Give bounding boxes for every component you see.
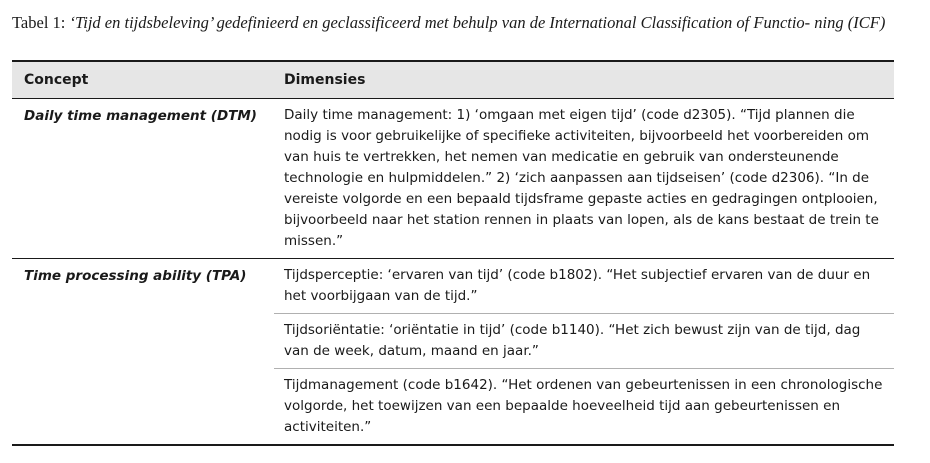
header-dimensions: Dimensies [284, 72, 366, 88]
caption-label: Tabel 1: [12, 13, 70, 32]
header-concept: Concept [24, 72, 89, 88]
caption-text: gedefinieerd en geclassificeerd met behulp van de International Classification of Functio- ning (ICF) [212, 13, 886, 32]
table-row [12, 259, 894, 444]
table-header [12, 62, 894, 99]
table-row [12, 99, 894, 259]
dimension-cell: Tijdmanagement (code b1642). “Het ordenen van gebeurtenissen in een chronologische volgorde, het toewijzen van een bepaalde hoeveelheid tijd aan gebeurtenissen en activiteiten.” [284, 377, 883, 435]
table-caption [12, 12, 917, 33]
dimension-group [274, 259, 894, 444]
dimension-cell: Tijdsoriëntatie: ‘oriëntatie in tijd’ (code b1140). “Het zich bewust zijn van de tijd, dag van de week, datum, maand en jaar.” [274, 314, 894, 369]
caption-title: ‘Tijd en tijdsbeleving’ [69, 13, 213, 32]
icf-table [12, 60, 894, 446]
dimension-cell: Daily time management: 1) ‘omgaan met eigen tijd’ (code d2305). “Tijd plannen die nodig is voor gebruikelijke of specifieke activiteiten, bijvoorbeeld het voorbereiden om van huis te vertrekken, het nemen van medicatie en gebruik van ondersteunende technologie en hulpmiddelen.” 2) ‘zich aanpassen aan tijdseisen’ (code d2306). “In de vereiste volgorde en een bepaald tijdsframe gepaste acties en gedragingen ontplooien, bijvoorbeeld naar het station rennen in plaats van lopen, als de kans bestaat de trein te missen.” [284, 107, 879, 249]
concept-cell: Time processing ability (TPA) [24, 268, 247, 284]
dimension-cell: Tijdsperceptie: ‘ervaren van tijd’ (code b1802). “Het subjectief ervaren van de duur en het voorbijgaan van de tijd.” [274, 259, 894, 314]
concept-cell: Daily time management (DTM) [24, 108, 257, 124]
